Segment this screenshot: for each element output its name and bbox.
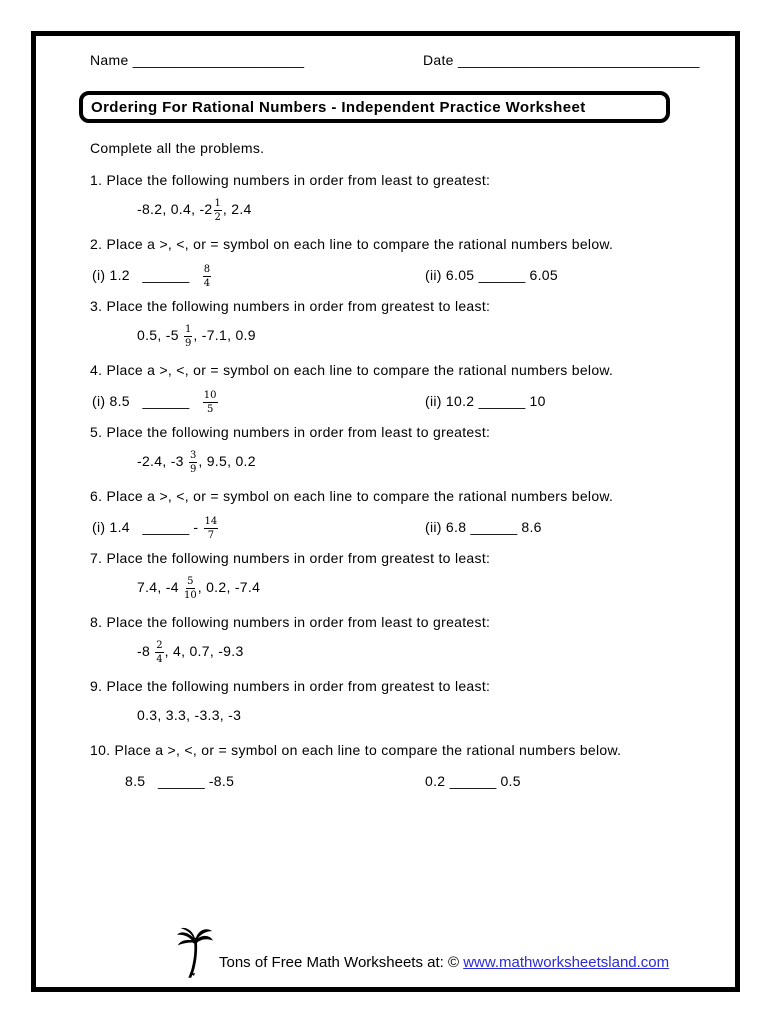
text-run: 0.3, 3.3, -3.3, -3	[137, 707, 242, 723]
problem-8	[90, 610, 701, 666]
problem-prompt: 2. Place a >, <, or = symbol on each line to compare the rational numbers below.	[90, 236, 614, 252]
fraction-numerator: 14	[204, 515, 218, 527]
answer-blank: ______	[142, 393, 190, 409]
problem-values	[90, 572, 701, 602]
fraction-denominator: 4	[156, 653, 163, 665]
answer-blank: ______	[142, 519, 190, 535]
fraction-numerator: 8	[203, 263, 211, 275]
footer	[176, 926, 669, 980]
text-run: , 4, 0.7, -9.3	[164, 643, 244, 659]
problem-2	[90, 232, 701, 290]
text-run	[189, 393, 202, 409]
answer-blank: ______	[449, 773, 497, 789]
problem-prompt: 7. Place the following numbers in order from greatest to least:	[90, 550, 491, 566]
problem-prompt: 5. Place the following numbers in order from least to greatest:	[90, 424, 491, 440]
answer-blank: ______	[478, 267, 526, 283]
text-run: (i) 1.2	[92, 267, 143, 283]
comparison-row	[90, 386, 701, 416]
fraction-numerator: 10	[203, 389, 217, 401]
text-run: , 0.2, -7.4	[197, 579, 261, 595]
fraction-denominator: 9	[184, 337, 192, 349]
text-run: 0.5, -5	[137, 327, 183, 343]
fraction	[184, 324, 192, 349]
problem-values	[90, 446, 701, 476]
problems-list	[90, 168, 701, 796]
problem-prompt: 10. Place a >, <, or = symbol on each line to compare the rational numbers below.	[90, 742, 622, 758]
fraction-denominator: 2	[214, 211, 221, 223]
problem-values	[90, 700, 701, 730]
instructions: Complete all the problems.	[90, 140, 265, 156]
fraction-numerator: 2	[156, 639, 163, 651]
footer-credit	[219, 954, 669, 971]
problem-prompt: 4. Place a >, <, or = symbol on each line to compare the rational numbers below.	[90, 362, 614, 378]
fraction	[203, 264, 211, 289]
text-run	[189, 267, 202, 283]
problem-10	[90, 738, 701, 796]
footer-credit-text: Tons of Free Math Worksheets at: ©	[219, 954, 464, 971]
text-run: -	[189, 519, 203, 535]
fraction	[214, 198, 222, 223]
text-run: -2.4, -3	[137, 453, 188, 469]
name-label: Name	[90, 52, 129, 68]
palm-tree-icon	[176, 926, 214, 980]
fraction-numerator: 1	[214, 197, 221, 209]
fraction	[155, 640, 163, 665]
text-run: , 2.4	[222, 201, 252, 217]
answer-blank: ______	[157, 773, 205, 789]
problem-values	[90, 320, 701, 350]
fraction-denominator: 4	[203, 277, 211, 289]
date-label: Date	[423, 52, 454, 68]
text-run: , 9.5, 0.2	[198, 453, 256, 469]
fraction-denominator: 10	[183, 589, 197, 601]
comparison-right	[425, 512, 542, 542]
text-run: 7.4, -4	[137, 579, 183, 595]
text-run: 6.05	[525, 267, 558, 283]
problem-5	[90, 420, 701, 476]
problem-3	[90, 294, 701, 350]
problem-prompt: 9. Place the following numbers in order from greatest to least:	[90, 678, 491, 694]
fraction	[203, 390, 218, 415]
problem-prompt: 8. Place the following numbers in order from least to greatest:	[90, 614, 491, 630]
text-run: (ii) 6.05	[425, 267, 479, 283]
text-run: (i) 1.4	[92, 519, 143, 535]
comparison-left	[92, 389, 219, 415]
text-run: 0.5	[496, 773, 521, 789]
fraction	[184, 576, 197, 601]
comparison-left	[92, 515, 219, 541]
answer-blank: ______	[142, 267, 190, 283]
problem-7	[90, 546, 701, 602]
date-blank-line: _______________________________	[457, 52, 700, 68]
problem-prompt: 1. Place the following numbers in order from least to greatest:	[90, 172, 491, 188]
text-run: -8.2, 0.4, -2	[137, 201, 213, 217]
name-blank-line: ______________________	[132, 52, 305, 68]
problem-values	[90, 636, 701, 666]
problem-4	[90, 358, 701, 416]
text-run: (i) 8.5	[92, 393, 143, 409]
fraction-numerator: 1	[184, 323, 192, 335]
text-run: , -7.1, 0.9	[193, 327, 256, 343]
worksheet-title-box	[79, 91, 670, 123]
comparison-right	[425, 386, 546, 416]
footer-link[interactable]: www.mathworksheetsland.com	[463, 954, 670, 971]
text-run: 0.2	[425, 773, 450, 789]
comparison-left	[125, 773, 234, 789]
text-run: 10	[525, 393, 546, 409]
comparison-left	[92, 263, 212, 289]
comparison-row	[90, 766, 701, 796]
comparison-right	[425, 260, 558, 290]
text-run: 8.5	[125, 773, 158, 789]
text-run: -8.5	[204, 773, 235, 789]
text-run: (ii) 10.2	[425, 393, 479, 409]
problem-6	[90, 484, 701, 542]
fraction-numerator: 5	[187, 575, 194, 587]
answer-blank: ______	[470, 519, 518, 535]
fraction-denominator: 5	[206, 403, 214, 415]
answer-blank: ______	[478, 393, 526, 409]
date-field	[423, 52, 699, 74]
comparison-right	[425, 766, 521, 796]
text-run: 8.6	[517, 519, 542, 535]
comparison-row	[90, 260, 701, 290]
fraction	[204, 516, 219, 541]
page-title: Ordering For Rational Numbers - Independent Practice Worksheet	[91, 98, 586, 116]
problem-9	[90, 674, 701, 730]
problem-prompt: 3. Place the following numbers in order from greatest to least:	[90, 298, 491, 314]
fraction	[189, 450, 197, 475]
text-run: -8	[137, 643, 155, 659]
fraction-numerator: 3	[189, 449, 197, 461]
fraction-denominator: 9	[189, 463, 197, 475]
text-run: (ii) 6.8	[425, 519, 471, 535]
problem-1	[90, 168, 701, 224]
name-date-row	[90, 52, 701, 74]
name-field	[90, 52, 423, 74]
fraction-denominator: 7	[207, 529, 215, 541]
problem-values	[90, 194, 701, 224]
worksheet-page	[31, 31, 740, 992]
comparison-row	[90, 512, 701, 542]
problem-prompt: 6. Place a >, <, or = symbol on each line to compare the rational numbers below.	[90, 488, 614, 504]
